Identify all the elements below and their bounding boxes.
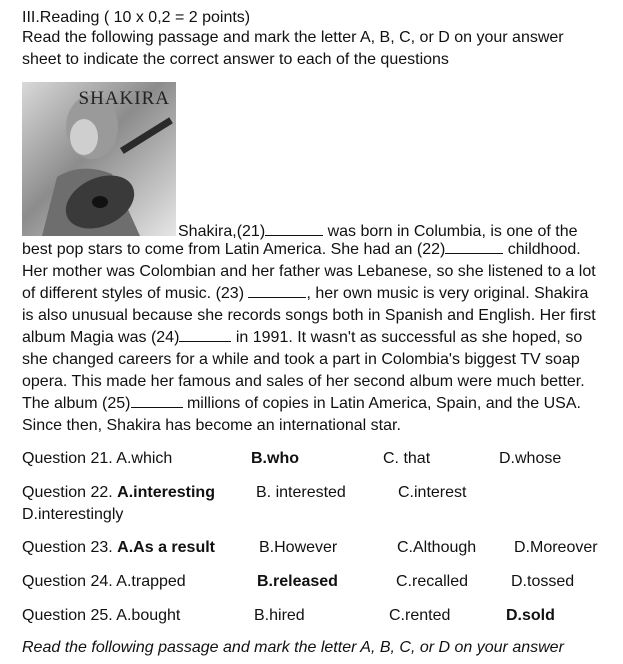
q21-option-c[interactable]: C. that	[383, 450, 431, 467]
shakira-album-image	[22, 82, 176, 236]
q24-option-a[interactable]: A.trapped	[116, 573, 186, 590]
q23-option-a[interactable]: A.As a result	[117, 539, 215, 556]
passage-line-1: Shakira,(21) was born in Columbia, is one of the	[178, 223, 578, 240]
q23-option-d[interactable]: D.Moreover	[514, 539, 598, 556]
album-title: SHAKIRA	[78, 88, 170, 109]
passage-line-5: is also unusual because she records songs both in Spanish and English. Her first	[22, 307, 596, 324]
q24-option-c[interactable]: C.recalled	[396, 573, 469, 590]
q25-option-a[interactable]: A.bought	[116, 607, 181, 624]
passage-line-8: opera. This made her famous and sales of her second album were much better.	[22, 373, 585, 390]
question-21-label: Question 21. A.which	[22, 450, 173, 467]
q23-option-b[interactable]: B.However	[259, 539, 338, 556]
instruction-line-2: sheet to indicate the correct answer to each of the questions	[22, 51, 449, 68]
question-23-label: Question 23. A.As a result	[22, 539, 215, 556]
q21-option-d[interactable]: D.whose	[499, 450, 562, 467]
q25-option-b[interactable]: B.hired	[254, 607, 305, 624]
instruction-line-1: Read the following passage and mark the letter A, B, C, or D on your answer	[22, 29, 564, 46]
blank-25	[131, 395, 183, 408]
q21-option-b[interactable]: B.who	[251, 450, 299, 467]
next-section-instruction: Read the following passage and mark the letter A, B, C, or D on your answer	[22, 639, 564, 656]
blank-23	[248, 285, 306, 298]
section-title: III.Reading ( 10 x 0,2 = 2 points)	[22, 9, 251, 26]
q25-option-c[interactable]: C.rented	[389, 607, 451, 624]
q25-option-d[interactable]: D.sold	[506, 607, 555, 624]
passage-line-6: album Magia was (24) in 1991. It wasn't as successful as she hoped, so	[22, 329, 583, 346]
passage-line-9: The album (25) millions of copies in Latin America, Spain, and the USA.	[22, 395, 581, 412]
question-24-label: Question 24. A.trapped	[22, 573, 186, 590]
passage-line-3: Her mother was Colombian and her father was Lebanese, so she listened to a lot	[22, 263, 596, 280]
q22-option-b[interactable]: B. interested	[256, 484, 346, 501]
q22-option-d[interactable]: D.interestingly	[22, 506, 124, 523]
q24-option-d[interactable]: D.tossed	[511, 573, 575, 590]
question-25-label: Question 25. A.bought	[22, 607, 181, 624]
q22-option-c[interactable]: C.interest	[398, 484, 467, 501]
passage-line-10: Since then, Shakira has become an international star.	[22, 417, 401, 434]
passage-line-7: she changed careers for a while and took a part in Colombia's biggest TV soap	[22, 351, 580, 368]
passage-line-2: best pop stars to come from Latin America. She had an (22) childhood.	[22, 241, 581, 258]
q22-option-a[interactable]: A.interesting	[117, 484, 215, 501]
q24-option-b[interactable]: B.released	[257, 573, 338, 590]
q21-option-a[interactable]: A.which	[116, 450, 173, 467]
passage-line-4: of different styles of music. (23) , her own music is very original. Shakira	[22, 285, 589, 302]
blank-24	[179, 329, 231, 342]
blank-22	[445, 241, 503, 254]
q23-option-c[interactable]: C.Although	[397, 539, 477, 556]
blank-21	[265, 223, 323, 236]
question-22-label: Question 22. A.interesting	[22, 484, 215, 501]
